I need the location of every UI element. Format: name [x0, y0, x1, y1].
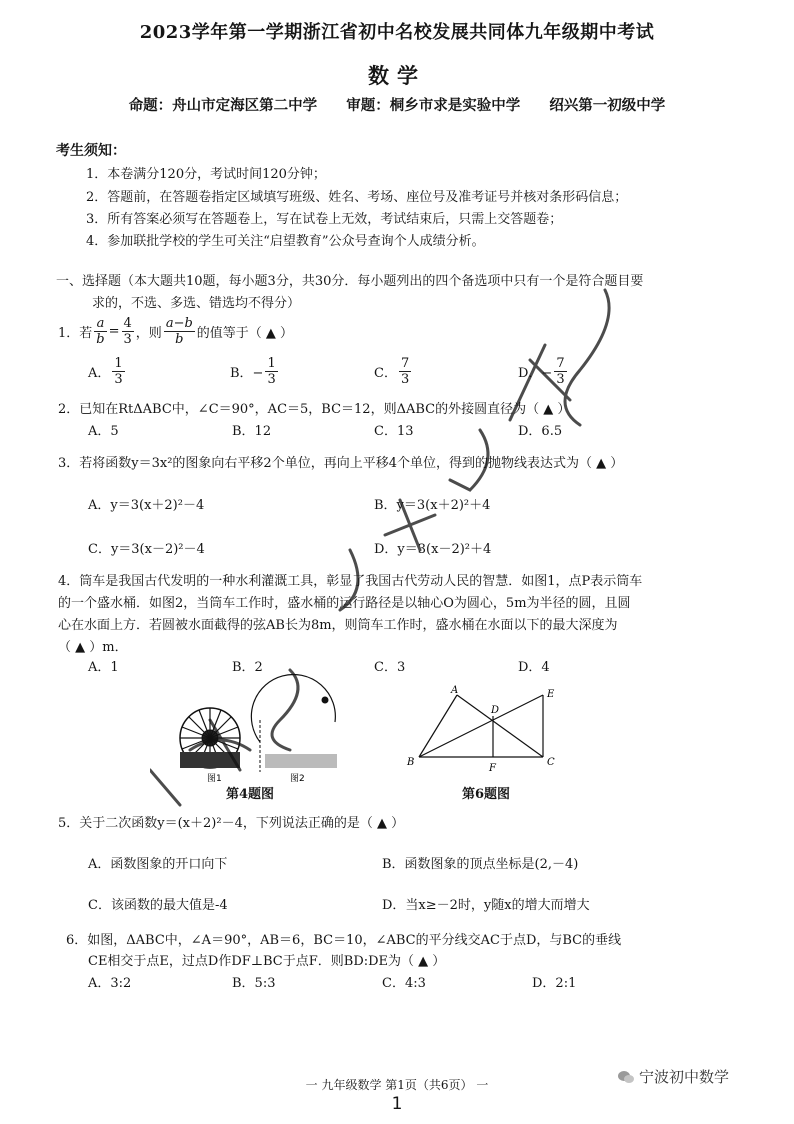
- label-b: B: [407, 757, 415, 768]
- figure-6-caption: 第6题图: [462, 787, 511, 802]
- q1-option-c: C． $\frac{7}{3}$: [374, 356, 410, 387]
- svg-text:图1: 图1: [207, 774, 222, 784]
- section-heading-cont: 求的，不选、多选、错选均不得分）: [92, 296, 301, 311]
- q5-option-c: C．该函数的最大值是-4: [88, 898, 228, 913]
- handwritten-scribble-overlay: [150, 250, 710, 810]
- fraction: $\frac{4}{3}$: [123, 316, 132, 347]
- q4-option-c: C．3: [374, 660, 406, 675]
- q3-option-c: C．y＝3(x－2)²－4: [88, 542, 205, 557]
- label-e: E: [547, 689, 555, 700]
- figure-4-caption: 第4题图: [226, 787, 275, 802]
- q1-option-b: B．− $\frac{1}{3}$: [230, 356, 276, 387]
- exam-title: 2023学年第一学期浙江省初中名校发展共同体九年级期中考试: [139, 22, 655, 43]
- notice-item: 4．参加联批学校的学生可关注“启望教育”公众号查询个人成绩分析。: [86, 234, 485, 249]
- question-6-line: CE相交于点E，过点D作DF⊥BC于点F．则BD:DE为（ ▲ ）: [88, 954, 446, 969]
- question-5-stem: 5．关于二次函数y＝(x＋2)²－4，下列说法正确的是（ ▲ ）: [58, 816, 405, 831]
- question-3-stem: 3．若将函数y＝3x²的图象向右平移2个单位，再向上平移4个单位，得到的抛物线表达式为（ ▲ ）: [58, 456, 624, 471]
- q2-option-a: A．5: [88, 424, 119, 439]
- q1-option-a: A． $\frac{1}{3}$: [88, 356, 123, 387]
- page-number: 1: [391, 1094, 403, 1114]
- question-4-line: 心在水面上方．若圆被水面截得的弦AB长为8m，则筒车工作时，盛水桶在水面以下的最大深度为: [58, 618, 618, 633]
- label-c: C: [547, 757, 555, 768]
- q6-option-d: D．2:1: [532, 976, 577, 991]
- q4-option-d: D．4: [518, 660, 550, 675]
- notice-item: 2．答题前，在答题卷指定区域填写班级、姓名、考场、座位号及准考证号并核对条形码信息；: [86, 190, 628, 205]
- fraction: $\frac{a}{b}$: [96, 316, 105, 347]
- q5-option-d: D．当x≥－2时，y随x的增大而增大: [382, 898, 590, 913]
- q5-option-a: A．函数图象的开口向下: [88, 857, 228, 872]
- label-f: F: [489, 763, 496, 774]
- wechat-icon: [618, 1070, 634, 1084]
- q3-option-b: B．y＝3(x＋2)²＋4: [374, 498, 491, 513]
- question-2-stem: 2．已知在RtΔABC中，∠C＝90°，AC＝5，BC＝12，则ΔABC的外接圆直径为（ ▲ ）: [58, 402, 571, 417]
- q2-option-d: D．6.5: [518, 424, 563, 439]
- label-a: A: [451, 685, 459, 696]
- q2-option-c: C．13: [374, 424, 414, 439]
- q4-option-b: B．2: [232, 660, 263, 675]
- reviewer-2: 绍兴第一初级中学: [549, 97, 666, 114]
- q6-option-a: A．3:2: [88, 976, 132, 991]
- question-4-line: （ ▲ ）m．: [58, 640, 128, 655]
- authors-line: [0, 94, 794, 115]
- label-d: D: [491, 705, 500, 716]
- q3-option-a: A．y＝3(x＋2)²－4: [88, 498, 205, 513]
- q2-option-b: B．12: [232, 424, 272, 439]
- q5-option-b: B．函数图象的顶点坐标是(2,－4): [382, 857, 579, 872]
- reviewer-1: 审题：桐乡市求是实验中学: [346, 97, 521, 114]
- question-4-line: 4．筒车是我国古代发明的一种水利灌溉工具，彰显了我国古代劳动人民的智慧．如图1，点P表示筒车: [58, 574, 643, 589]
- q6-option-c: C．4:3: [382, 976, 426, 991]
- author: 命题：舟山市定海区第二中学: [128, 97, 318, 114]
- q4-option-a: A．1: [88, 660, 119, 675]
- page-footer: 一 九年级数学 第1页（共6页） 一: [305, 1078, 489, 1092]
- section-heading: 一、选择题（本大题共10题，每小题3分，共30分．每小题列出的四个备选项中只有一个是符合题目要: [56, 274, 644, 289]
- notice-item: 1．本卷满分120分，考试时间120分钟；: [86, 167, 326, 182]
- fraction: $\frac{a-b}{b}$: [165, 316, 193, 347]
- question-4-line: 的一个盛水桶．如图2，当筒车工作时，盛水桶的运行路径是以轴心O为圆心，5m为半径的圆，且圆: [58, 596, 631, 611]
- question-1-stem: 1．若 $\frac{a}{b}$ = $\frac{4}{3}$ ，则 $\frac{a-b}{b}$ 的值等于（ ▲ ）: [58, 316, 294, 347]
- notice-heading: 考生须知：: [56, 143, 126, 159]
- watermark: 宁波初中数学: [618, 1066, 729, 1087]
- q3-option-d: D．y＝3(x－2)²＋4: [374, 542, 492, 557]
- svg-text:图2: 图2: [290, 774, 305, 784]
- q6-option-b: B．5:3: [232, 976, 276, 991]
- q1-option-d: D．− $\frac{7}{3}$: [518, 356, 565, 387]
- question-6-line: 6．如图，ΔABC中，∠A＝90°，AB＝6，BC＝10，∠ABC的平分线交AC于点D，与BC的垂线: [66, 933, 622, 948]
- notice-item: 3．所有答案必须写在答题卷上，写在试卷上无效，考试结束后，只需上交答题卷；: [86, 212, 563, 227]
- subject-title: 数学: [368, 63, 426, 88]
